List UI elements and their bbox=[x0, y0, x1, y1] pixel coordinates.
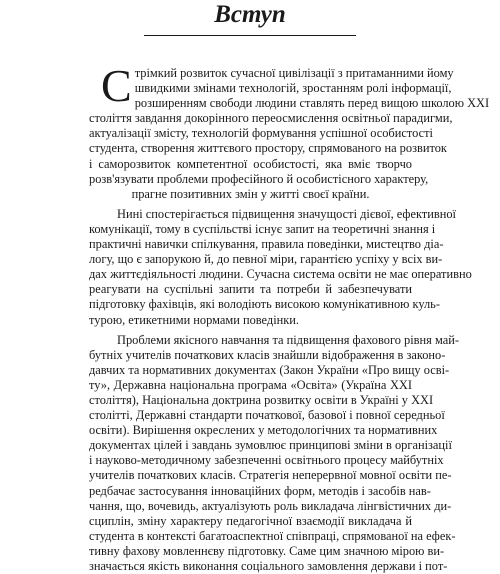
text-line: комунікації, тому в суспільстві існує запит на теоретичні знання і bbox=[89, 221, 436, 236]
text-line: тивну фахову мовленнєву підготовку. Саме цим значною мірою ви- bbox=[89, 543, 445, 558]
text-line: Нині спостерігається підвищення значущості дієвої, ефективної bbox=[117, 206, 456, 221]
text-line: логу, що є запорукою й, до певної міри, гарантією успіху у всіх ви- bbox=[89, 252, 443, 267]
text-line: розширенням свободи людини ставлять перед вищою школою XXI bbox=[134, 96, 490, 111]
text-line: чання, що, вочевидь, актуалізують роль викладача лінгвістичних ди- bbox=[89, 498, 452, 513]
text-line: редбачає застосування інноваційних форм, методів і засобів нав- bbox=[89, 483, 431, 498]
text-line: студента в контексті багатоаспектної співпраці, спрямованої на ефек- bbox=[89, 528, 456, 543]
text-line: сциплін, зміну характеру педагогічної взаємодії викладача й bbox=[89, 513, 412, 528]
body-text bbox=[89, 60, 490, 574]
text-line: студента, створення життєвого простору, спрямованого на розвиток bbox=[89, 141, 447, 156]
text-line: давчих та нормативних документах (Закон України «Про вищу осві- bbox=[89, 362, 450, 377]
text-line: реагувати на суспільні запити та потреби й забезпечувати bbox=[89, 282, 412, 297]
text-line: освіти). Вирішення окреслених у методологічних та нормативних bbox=[89, 423, 438, 438]
text-line: практичні навички спілкування, правила поведінки, мистецтво діа- bbox=[89, 237, 444, 252]
page-title: Вступ bbox=[214, 1, 286, 28]
text-line: дах життєдіяльності людини. Сучасна система освіти не має оперативно bbox=[89, 267, 472, 282]
text-line: актуалізації змісту, технологій формування успішної особистості bbox=[89, 126, 433, 141]
text-line: документах цілей і завдань зумовлює принципові зміни в організації bbox=[89, 438, 452, 453]
text-line: і саморозвиток компетентної особистості, яка вміє творчо bbox=[89, 156, 412, 171]
text-line: трімкий розвиток сучасної цивілізації з притаманними йому bbox=[134, 66, 454, 80]
text-line: ту», Державна національна програма «Освіта» (Україна XXI bbox=[89, 377, 412, 392]
text-line: і науково-методичному забезпеченні освітнього процесу майбутніх bbox=[89, 453, 444, 468]
text-line: значається якість виконання соціального замовлення держави і пот- bbox=[89, 559, 448, 573]
text-line: бутніх учителів початкових класів знайшли відображення в законо- bbox=[89, 347, 446, 362]
text-line: прагне позитивних змін у житті своєї країни. bbox=[131, 186, 370, 201]
text-line: Проблеми якісного навчання та підвищення фахового рівня май- bbox=[117, 332, 459, 347]
text-line: століття), Національна доктрина розвитку освіти в Україні у XXI bbox=[89, 392, 434, 407]
text-line: підготовку фахівців, які володіють високою комунікативною куль- bbox=[89, 297, 440, 312]
paragraph-2 bbox=[89, 206, 472, 328]
paragraph-1 bbox=[89, 60, 490, 202]
text-line: турою, етикетними нормами поведінки. bbox=[89, 312, 300, 327]
text-line: учителів початкових класів. Стратегія неперервної мовної освіти пе- bbox=[89, 468, 452, 483]
title-underline bbox=[144, 35, 356, 36]
text-line: століття завдання докорінного переосмислення освітньої парадигми, bbox=[89, 111, 453, 126]
text-line: розв'язувати проблеми професійного й особистісного характеру, bbox=[89, 171, 429, 186]
text-line: столітті, Державні стандарти початкової, базової і повної середньої bbox=[89, 408, 445, 423]
paragraph-3 bbox=[89, 332, 459, 574]
drop-cap: С bbox=[101, 60, 132, 111]
text-line: швидкими змінами технологій, зростанням ролі інформації, bbox=[134, 81, 452, 96]
